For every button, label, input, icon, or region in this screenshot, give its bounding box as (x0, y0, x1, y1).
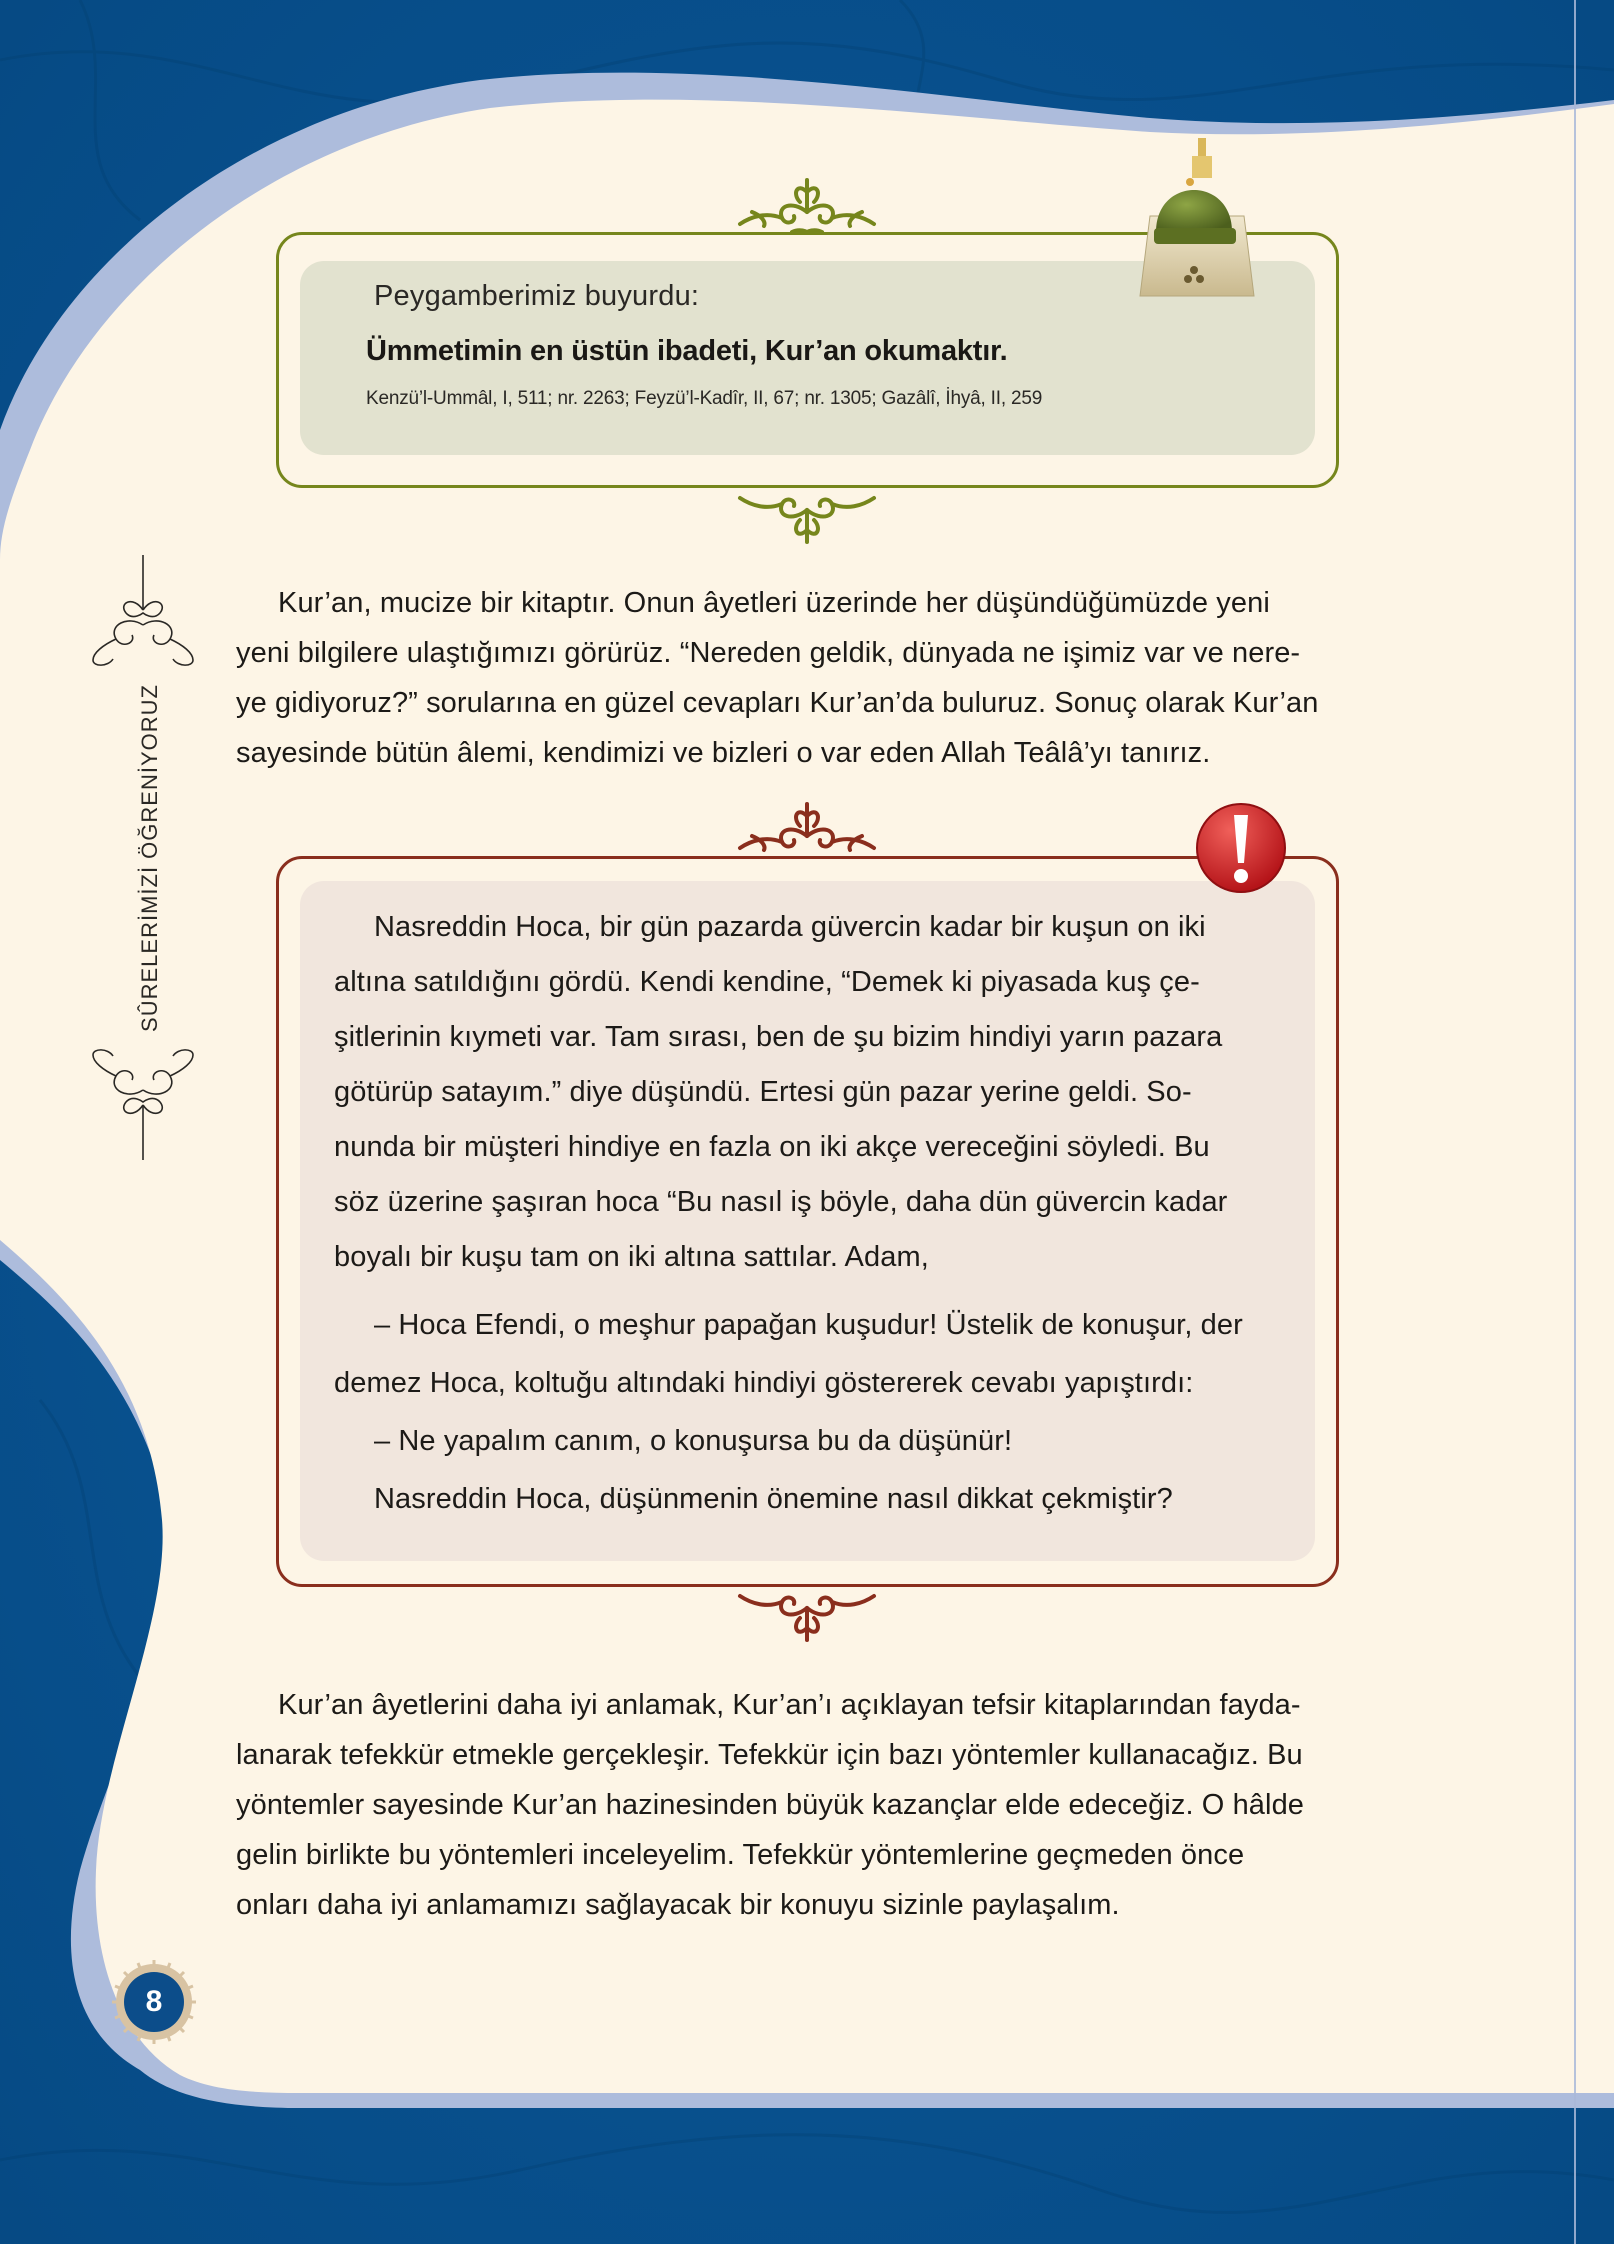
story-dialogue (334, 1296, 1279, 1528)
green-dome-icon (1132, 136, 1262, 306)
story-line: nunda bir müşteri hindiye en fazla on iki akçe vereceğini söyledi. Bu (334, 1131, 1210, 1163)
paragraph-line: gelin birlikte bu yöntemleri inceleyelim. Tefekkür yöntemlerine geçmeden önce (236, 1839, 1245, 1871)
dialogue-line: – Ne yapalım canım, o konuşursa bu da düşünür! (374, 1425, 1013, 1457)
paragraph-line: ye gidiyoruz?” sorularına en güzel cevapları Kur’an’da buluruz. Sonuç olarak Kur’an (236, 687, 1319, 719)
chapter-side-title: SÛRELERİMİZİ ÖĞRENİYORUZ (137, 684, 162, 1032)
red-ornament-top (722, 796, 892, 860)
page-number: 8 (124, 1972, 184, 2032)
dialogue-line: demez Hoca, koltuğu altındaki hindiyi göstererek cevabı yapıştırdı: (334, 1367, 1194, 1399)
exclamation-icon (1194, 801, 1288, 895)
hadith-quote: Ümmetimin en üstün ibadeti, Kur’an okumaktır. (366, 335, 1008, 367)
paragraph-line: yöntemler sayesinde Kur’an hazinesinden büyük kazançlar elde edeceğiz. O hâlde (236, 1789, 1305, 1821)
story-narrative (334, 900, 1279, 1285)
story-question: Nasreddin Hoca, düşünmenin önemine nasıl dikkat çekmiştir? (374, 1483, 1173, 1515)
intro-paragraph (236, 578, 1378, 778)
hadith-intro: Peygamberimiz buyurdu: (374, 280, 700, 312)
story-line: altına satıldığını gördü. Kendi kendine, “Demek ki piyasada kuş çe- (334, 966, 1200, 998)
paragraph-line: sayesinde bütün âlemi, kendimizi ve bizleri o var eden Allah Teâlâ’yı tanırız. (236, 737, 1211, 769)
story-line: götürüp satayım.” diye düşündü. Ertesi gün pazar yerine geldi. So- (334, 1076, 1192, 1108)
paragraph-line: Kur’an, mucize bir kitaptır. Onun âyetleri üzerinde her düşündüğümüzde yeni (278, 587, 1270, 619)
book-spine-line (1574, 0, 1576, 2244)
story-line: boyalı bir kuşu tam on iki altına sattılar. Adam, (334, 1241, 929, 1273)
story-line: söz üzerine şaşıran hoca “Bu nasıl iş böyle, daha dün güvercin kadar (334, 1186, 1228, 1218)
closing-paragraph (236, 1680, 1378, 1930)
paragraph-line: Kur’an âyetlerini daha iyi anlamak, Kur’an’ı açıklayan tefsir kitaplarından fayda- (278, 1689, 1301, 1721)
flourish-top-ornament (88, 555, 198, 675)
story-line: Nasreddin Hoca, bir gün pazarda güvercin kadar bir kuşun on iki (374, 911, 1206, 943)
page-number-badge (110, 1958, 198, 2046)
paragraph-line: onları daha iyi anlamamızı sağlayacak bir konuyu sizinle paylaşalım. (236, 1889, 1120, 1921)
green-ornament-top (722, 172, 892, 236)
story-line: şitlerinin kıymeti var. Tam sırası, ben de şu bizim hindiyi yarın pazara (334, 1021, 1223, 1053)
hadith-source: Kenzü’l-Ummâl, I, 511; nr. 2263; Feyzü’l-Kadîr, II, 67; nr. 1305; Gazâlî, İhyâ, II, 259 (366, 388, 1043, 409)
red-ornament-bottom (722, 1584, 892, 1648)
green-ornament-bottom (722, 486, 892, 550)
paragraph-line: yeni bilgilere ulaştığımızı görürüz. “Nereden geldik, dünyada ne işimiz var ve nere- (236, 637, 1301, 669)
flourish-bottom-ornament (88, 1040, 198, 1160)
dialogue-line: – Hoca Efendi, o meşhur papağan kuşudur! Üstelik de konuşur, der (374, 1309, 1243, 1341)
paragraph-line: lanarak tefekkür etmekle gerçekleşir. Tefekkür için bazı yöntemler kullanacağız. Bu (236, 1739, 1303, 1771)
